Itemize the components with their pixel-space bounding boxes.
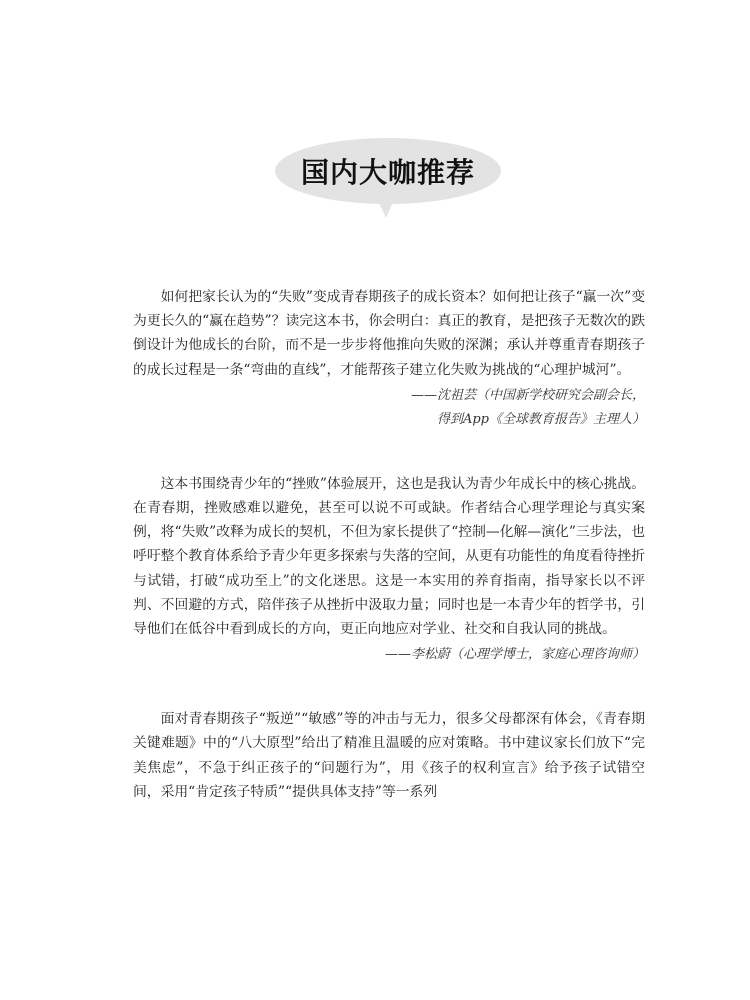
- speech-bubble-tail: [377, 198, 395, 218]
- recommendation-attribution: [133, 384, 645, 432]
- recommendations-body: [133, 285, 645, 804]
- recommendation-text: 如何把家长认为的“失败”变成青春期孩子的成长资本？如何把让孩子“赢一次”变为更长久的“赢在趋势”？读完这本书，你会明白：真正的教育，是把孩子无数次的跌倒设计为他成长的台阶，而不是一步步将他推向失败的深渊；承认并尊重青春期孩子的成长过程是一条“弯曲的直线”，才能帮孩子建立化失败为挑战的“心理护城河”。: [133, 289, 645, 378]
- recommendation-1: [133, 285, 645, 432]
- heading-speech-bubble: [275, 138, 501, 220]
- recommendation-text: 这本书围绕青少年的“挫败”体验展开，这也是我认为青少年成长中的核心挑战。在青春期，挫败感难以避免，甚至可以说不可或缺。作者结合心理学理论与真实案例，将“失败”改释为成长的契机，不但为家长提供了“控制—化解—演化”三步法，也呼吁整个教育体系给予青少年更多探索与失落的空间，从更有功能性的角度看待挫折与试错，打破“成功至上”的文化迷思。这是一本实用的养育指南，指导家长以不评判、不回避的方式，陪伴孩子从挫折中汲取力量；同时也是一本青少年的哲学书，引导他们在低谷中看到成长的方向，更正向地应对学业、社交和自我认同的挑战。: [133, 475, 645, 638]
- attribution-line: ——李松蔚（心理学博士，家庭心理咨询师）: [384, 647, 645, 663]
- speech-bubble-body: [275, 138, 501, 204]
- recommendation-3: [133, 707, 645, 804]
- attribution-line: 得到App《全球教育报告》主理人）: [436, 411, 645, 427]
- recommendation-2: [133, 472, 645, 667]
- recommendation-text: 面对青春期孩子“叛逆”“敏感”等的冲击与无力，很多父母都深有体会，《青春期关键难题》中的“八大原型”给出了精准且温暖的应对策略。书中建议家长们放下“完美焦虑”，不急于纠正孩子的“问题行为”，用《孩子的权利宣言》给予孩子试错空间，采用“肯定孩子特质”“提供具体支持”等一系列: [133, 711, 645, 800]
- recommendation-attribution: [133, 643, 645, 667]
- page-heading: 国内大咖推荐: [300, 156, 475, 189]
- attribution-line: ——沈祖芸（中国新学校研究会副会长，: [410, 387, 645, 403]
